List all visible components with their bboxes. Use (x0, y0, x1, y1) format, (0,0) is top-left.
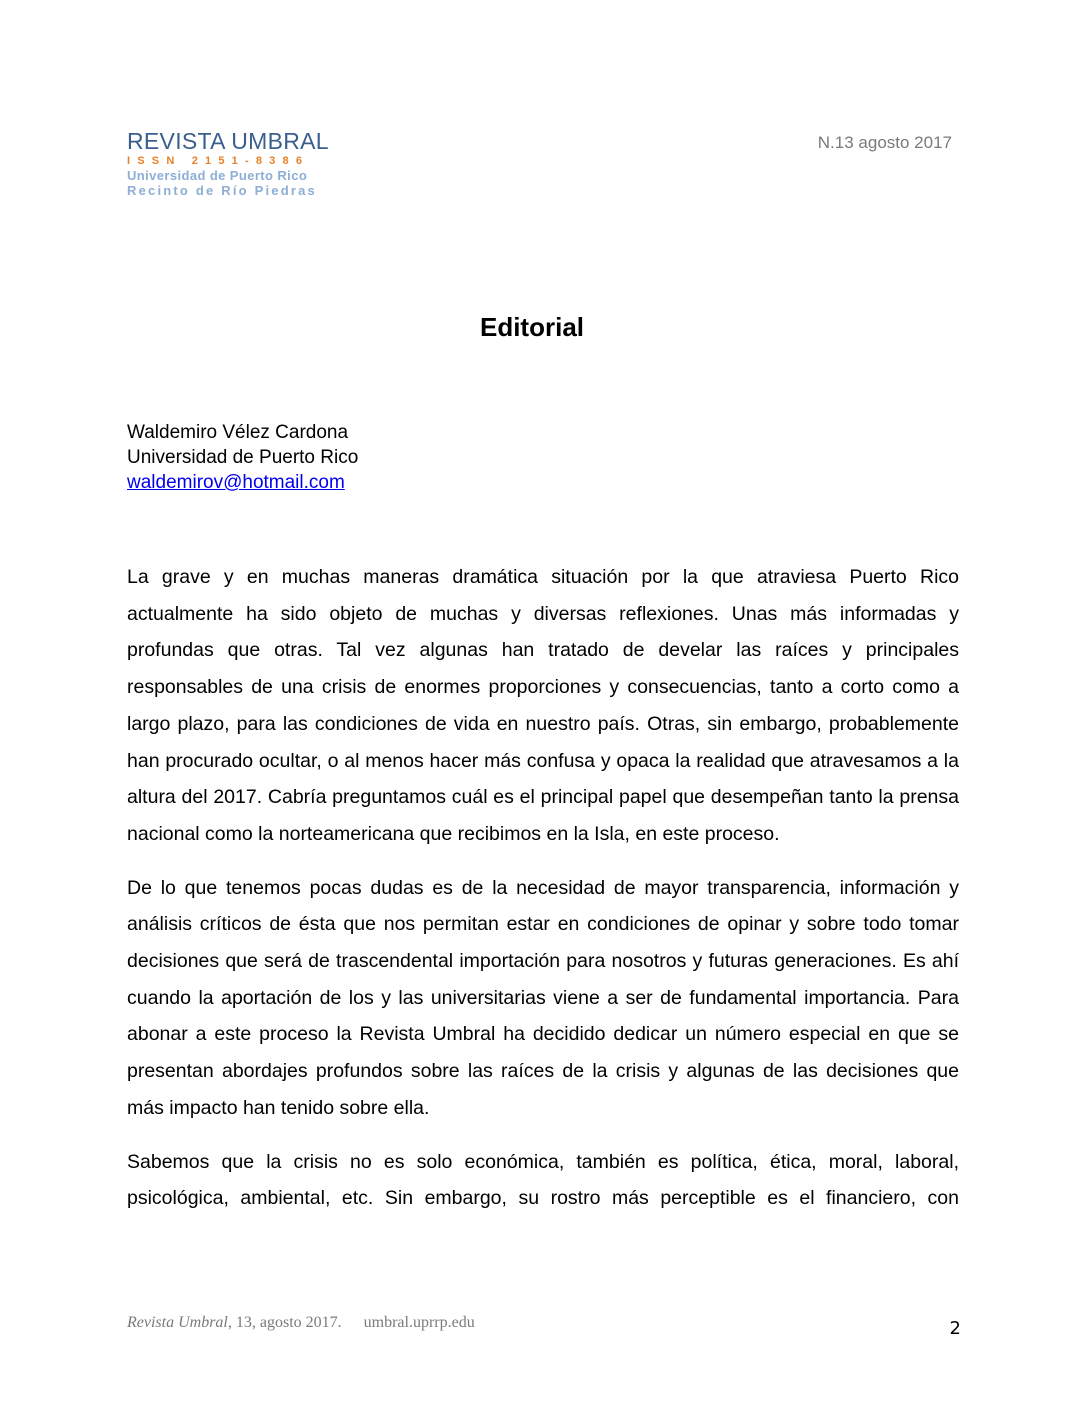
author-affiliation: Universidad de Puerto Rico (127, 447, 359, 468)
author-block (127, 420, 358, 495)
university-name: Universidad de Puerto Rico (127, 168, 308, 183)
page-number: 2 (949, 1318, 961, 1339)
footer-url: umbral.uprrp.edu (363, 1314, 475, 1331)
article-body (127, 559, 959, 1234)
campus-name: Recinto de Río Piedras (127, 183, 317, 198)
author-email-link[interactable]: waldemirov@hotmail.com (127, 472, 345, 493)
paragraph: De lo que tenemos pocas dudas es de la necesidad de mayor transparencia, información y análisis críticos de ésta que nos permitan estar en condiciones de opinar y sobre todo tomar decisiones que será de trascendental importación para nosotros y futuras generaciones. Es ahí cuando la aportación de los y las universitarias viene a ser de fundamental importancia. Para abonar a este proceso la Revista Umbral ha decidido dedicar un número especial en que se presentan abordajes profundos sobre las raíces de la crisis y algunas de las decisiones que más impacto han tenido sobre ella. (127, 876, 959, 1119)
page-title: Editorial (479, 312, 584, 342)
journal-issn: ISSN 2151-8386 (127, 155, 310, 167)
page-footer (127, 1314, 475, 1332)
paragraph: Sabemos que la crisis no es solo económica, también es política, ética, moral, laboral, psicológica, ambiental, etc. Sin embargo, su rostro más perceptible es el financiero, con (127, 1150, 959, 1210)
footer-journal-name: Revista Umbral (127, 1314, 228, 1331)
issue-label: N.13 agosto 2017 (817, 133, 952, 152)
paragraph: La grave y en muchas maneras dramática situación por la que atraviesa Puerto Rico actualmente ha sido objeto de muchas y diversas reflexiones. Unas más informadas y profundas que otras. Tal vez algunas han tratado de develar las raíces y principales responsables de una crisis de enormes proporciones y consecuencias, tanto a corto como a largo plazo, para las condiciones de vida en nuestro país. Otras, sin embargo, probablemente han procurado ocultar, o al menos hacer más confusa y opaca la realidad que atravesamos a la altura del 2017. Cabría preguntamos cuál es el principal papel que desempeñan tanto la prensa nacional como la norteamericana que recibimos en la Isla, en este proceso. (127, 566, 959, 845)
journal-masthead (127, 128, 329, 199)
footer-issue-text: , 13, agosto 2017. (227, 1314, 342, 1331)
journal-title: REVISTA UMBRAL (127, 128, 329, 154)
author-name: Waldemiro Vélez Cardona (127, 422, 349, 443)
